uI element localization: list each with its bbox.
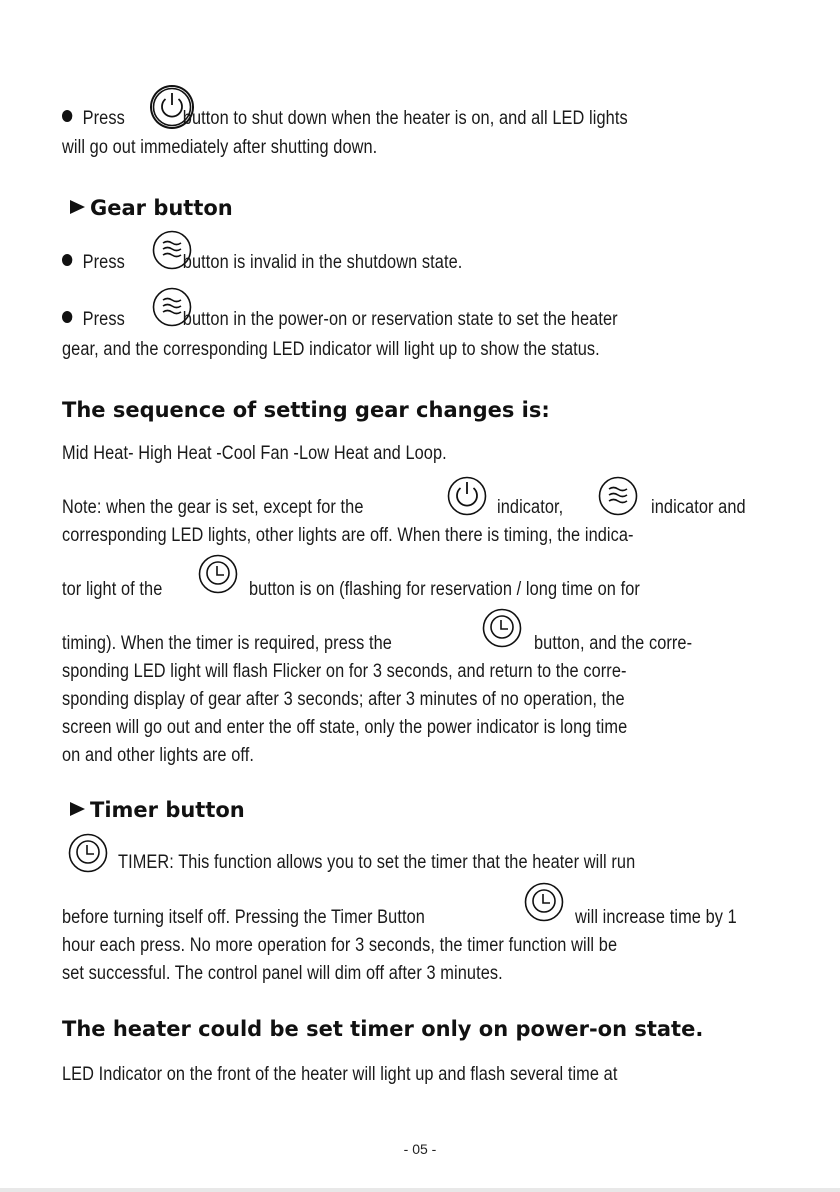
- timer-line-1: TIMER: This function allows you to set the timer that the heater will run: [118, 852, 636, 873]
- timer-icon: [520, 878, 568, 926]
- note-line-6: sponding display of gear after 3 seconds; after 3 minutes of no operation, the: [62, 689, 625, 710]
- gear-heading: Gear button: [70, 196, 233, 220]
- gear-icon: [148, 283, 196, 331]
- bottom-divider: [0, 1188, 840, 1192]
- power-icon: [443, 472, 491, 520]
- timer-line-2b: will increase time by 1: [575, 907, 737, 928]
- power-bullet-line-1: Press button to shut down when the heater is on, and all LED lights: [62, 107, 628, 131]
- note-line-5: sponding LED light will flash Flicker on for 3 seconds, and return to the corre-: [62, 661, 627, 682]
- timer-icon: [64, 829, 112, 877]
- gear-icon: [594, 472, 642, 520]
- page-number: - 05 -: [403, 1141, 437, 1157]
- note-line-4a: timing). When the timer is required, press the: [62, 633, 392, 654]
- gear-bullet-1: Press button is invalid in the shutdown state.: [62, 251, 462, 275]
- triangle-bullet-icon: [70, 200, 85, 214]
- bullet-dot: [62, 254, 72, 266]
- timer-line-3: hour each press. No more operation for 3 seconds, the timer function will be: [62, 935, 618, 956]
- sequence-text: Mid Heat- High Heat -Cool Fan -Low Heat and Loop.: [62, 443, 447, 464]
- timer-heading: Timer button: [70, 798, 245, 822]
- timer-line-2a: before turning itself off. Pressing the Timer Button: [62, 907, 425, 928]
- note-line-8: on and other lights are off.: [62, 745, 254, 766]
- power-line-2: will go out immediately after shutting down.: [62, 137, 378, 158]
- gear-bullet-2-line-2: gear, and the corresponding LED indicator will light up to show the status.: [62, 339, 600, 360]
- note-line-4b: button, and the corre-: [534, 633, 693, 654]
- gear-icon: [148, 226, 196, 274]
- power-on-heading: The heater could be set timer only on power-on state.: [62, 1017, 704, 1041]
- bullet-dot: [62, 311, 72, 323]
- note-line-1b: indicator,: [497, 497, 564, 518]
- timer-icon: [194, 550, 242, 598]
- power-on-line: LED Indicator on the front of the heater will light up and flash several time at: [62, 1064, 618, 1085]
- note-line-2: corresponding LED lights, other lights are off. When there is timing, the indica-: [62, 525, 634, 546]
- timer-line-4: set successful. The control panel will dim off after 3 minutes.: [62, 963, 503, 984]
- note-line-1c: indicator and: [651, 497, 746, 518]
- timer-icon: [478, 604, 526, 652]
- note-line-3b: button is on (flashing for reservation / long time on for: [249, 579, 640, 600]
- triangle-bullet-icon: [70, 802, 85, 816]
- power-icon: [148, 83, 196, 131]
- gear-bullet-2: Press button in the power-on or reservation state to set the heater: [62, 308, 618, 332]
- note-line-1a: Note: when the gear is set, except for the: [62, 497, 364, 518]
- bullet-dot: [62, 110, 72, 122]
- note-line-3a: tor light of the: [62, 579, 163, 600]
- note-line-7: screen will go out and enter the off state, only the power indicator is long time: [62, 717, 628, 738]
- sequence-heading: The sequence of setting gear changes is:: [62, 398, 550, 422]
